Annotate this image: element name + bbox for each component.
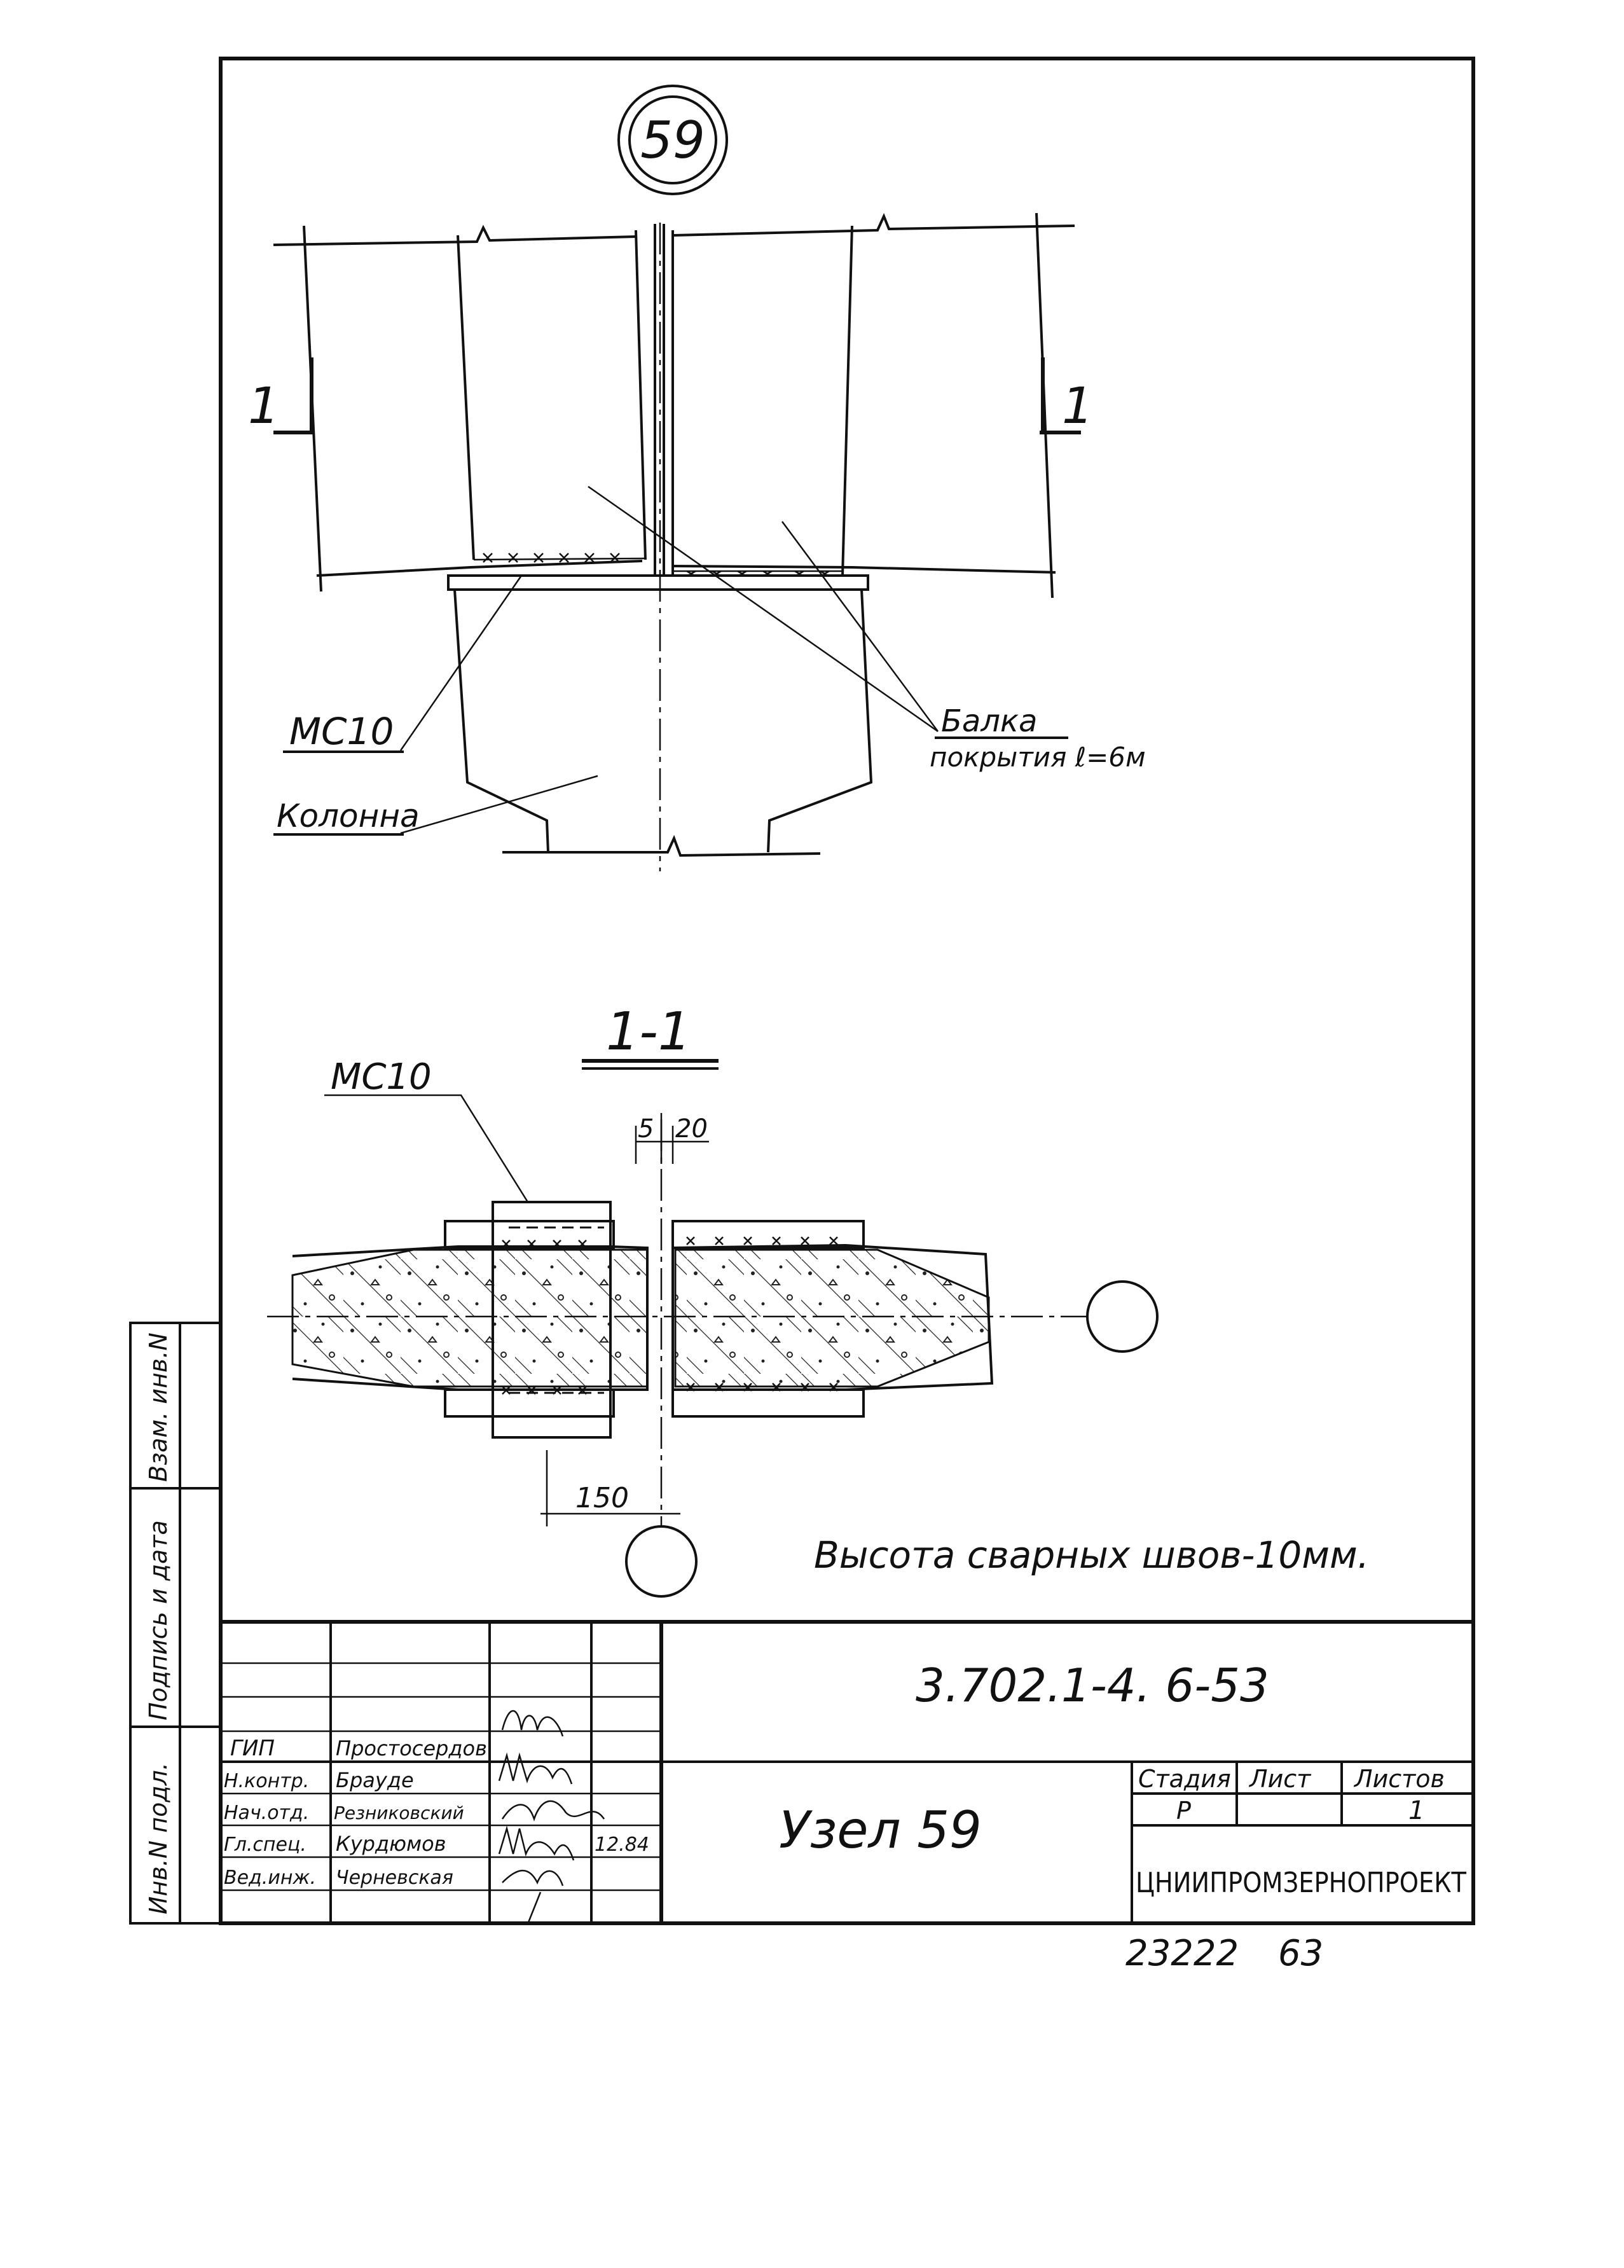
title-block bbox=[221, 1622, 1473, 1924]
dim-gap: 5 bbox=[638, 1114, 654, 1144]
axis-bubble-right bbox=[1087, 1282, 1157, 1352]
document-code: 3.702.1-4. 6-53 bbox=[916, 1659, 1269, 1712]
concrete-left bbox=[292, 1250, 647, 1386]
sheets-header: Листов bbox=[1354, 1765, 1445, 1793]
stage-header: Стадия bbox=[1138, 1765, 1231, 1793]
sign-role-4: Вед.инж. bbox=[224, 1867, 316, 1889]
node-label-circle bbox=[619, 86, 727, 194]
section-1-1 bbox=[267, 1002, 1157, 1596]
sign-role-2: Нач.отд. bbox=[224, 1802, 310, 1824]
stage-value: Р bbox=[1176, 1797, 1191, 1825]
svg-text:Взам. инв.N: Взам. инв.N bbox=[144, 1332, 172, 1482]
organization: ЦНИИПРОМЗЕРНОПРОЕКТ bbox=[1136, 1867, 1467, 1899]
concrete-right bbox=[675, 1250, 989, 1386]
axis-bubble-bottom bbox=[626, 1526, 696, 1596]
page-number: 63 bbox=[1278, 1933, 1324, 1974]
callout-beam-line1: Балка bbox=[941, 703, 1038, 739]
node-label: 59 bbox=[640, 111, 705, 170]
sign-name-1: Брауде bbox=[336, 1768, 414, 1792]
callout-weld-section: МС10 bbox=[331, 1056, 432, 1098]
sign-name-4: Черневская bbox=[336, 1867, 453, 1889]
sign-name-0: Простосердов bbox=[336, 1736, 487, 1760]
sign-role-3: Гл.спец. bbox=[224, 1834, 306, 1856]
section-title: 1-1 bbox=[606, 1002, 691, 1062]
sheet-frame bbox=[221, 59, 1473, 1923]
weld-height-note: Высота сварных швов-10мм. bbox=[814, 1533, 1370, 1577]
sheet-header: Лист bbox=[1249, 1765, 1311, 1793]
sign-role-0: ГИП bbox=[230, 1736, 275, 1761]
side-stamp bbox=[130, 1323, 221, 1923]
callout-column: Колонна bbox=[277, 798, 420, 834]
callout-weld-top: МС10 bbox=[289, 710, 394, 753]
sign-name-3: Курдюмов bbox=[336, 1832, 446, 1856]
sign-name-2: Резниковский bbox=[334, 1802, 464, 1823]
section-mark-right bbox=[1040, 357, 1094, 435]
svg-text:Инв.N подл.: Инв.N подл. bbox=[144, 1762, 172, 1914]
archive-number: 23222 bbox=[1125, 1933, 1239, 1974]
sheets-value: 1 bbox=[1408, 1796, 1425, 1825]
callout-beam-line2: покрытия ℓ=6м bbox=[930, 742, 1146, 773]
drawing-title: Узел 59 bbox=[779, 1801, 982, 1860]
svg-text:1: 1 bbox=[248, 378, 280, 435]
svg-text:1: 1 bbox=[1062, 378, 1094, 435]
dim-offset: 20 bbox=[675, 1114, 708, 1144]
sign-role-1: Н.контр. bbox=[224, 1770, 310, 1792]
handwritten-signatures bbox=[499, 1711, 604, 1924]
sign-date: 12.84 bbox=[595, 1834, 649, 1856]
elevation-view bbox=[248, 213, 1146, 871]
section-mark-left bbox=[248, 357, 315, 435]
dim-plate: 150 bbox=[575, 1482, 629, 1514]
svg-text:Подпись и дата: Подпись и дата bbox=[144, 1520, 172, 1720]
